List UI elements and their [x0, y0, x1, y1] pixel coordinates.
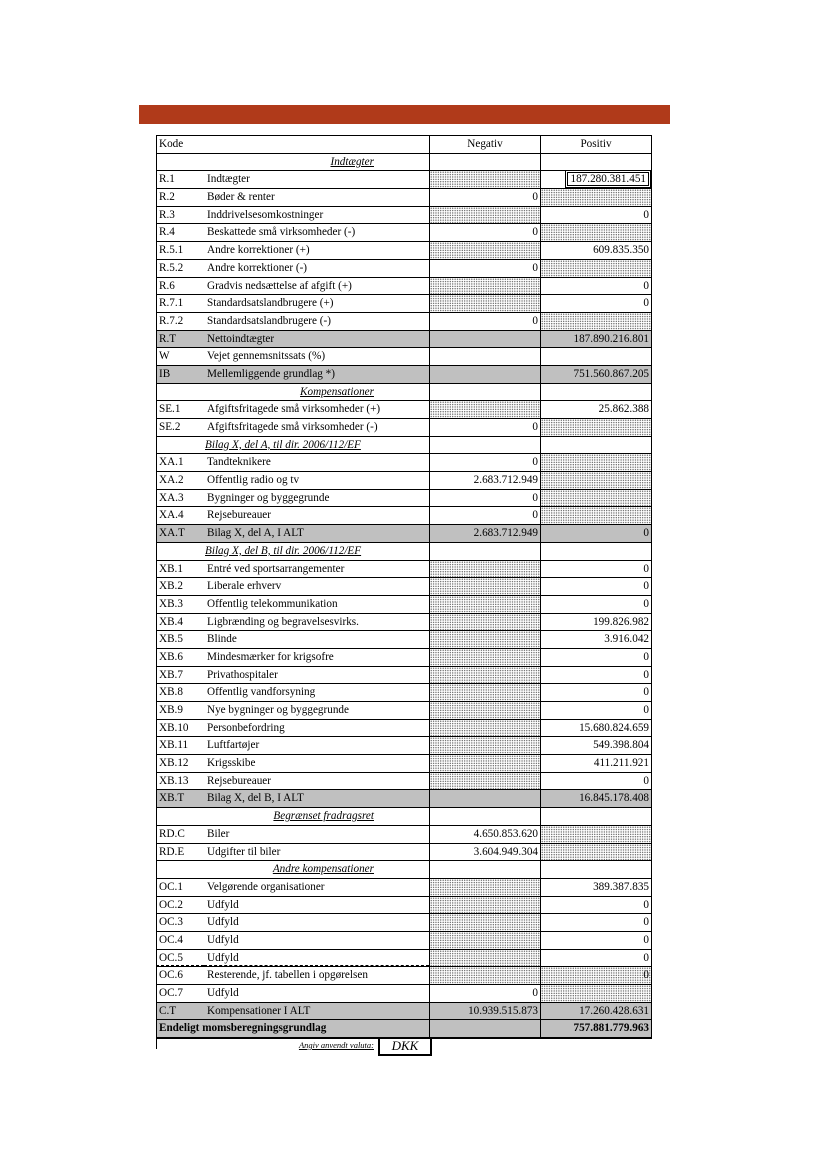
row-desc: Mindesmærker for krigsofre: [207, 650, 334, 663]
row-oc4: [156, 932, 652, 950]
row-code: R.T: [156, 331, 204, 348]
row-code: XA.T: [156, 525, 204, 542]
row-code: XA.3: [156, 490, 204, 507]
row-neg: [429, 331, 540, 348]
row-r3: [156, 207, 652, 225]
top-color-bar: [139, 105, 670, 124]
row-desc: Bygninger og byggegrunde: [207, 491, 330, 504]
row-r72: [156, 313, 652, 331]
section-title: Andre kompensationer: [272, 863, 374, 876]
row-pos: [540, 844, 652, 861]
currency-row: [156, 1039, 652, 1055]
row-xb13: [156, 773, 652, 791]
row-w: [156, 348, 652, 366]
row-desc[interactable]: Udfyld: [207, 987, 239, 999]
row-rde: [156, 844, 652, 862]
row-pos[interactable]: 25.862.388: [540, 401, 652, 418]
row-desc: Tandteknikere: [207, 456, 271, 469]
row-code: R.3: [156, 207, 204, 224]
row-code: C.T: [156, 1003, 204, 1020]
row-neg: [429, 171, 540, 188]
vat-base-table: [156, 135, 652, 1055]
row-desc: Bøder & renter: [207, 191, 275, 204]
row-neg: [429, 649, 540, 666]
row-xb1: [156, 561, 652, 579]
row-neg: [429, 596, 540, 613]
row-desc: Privathospitaler: [207, 668, 278, 681]
row-xb11: [156, 737, 652, 755]
row-oc2: [156, 897, 652, 915]
row-code: XB.7: [156, 667, 204, 684]
section-fradragsret: [156, 808, 652, 826]
row-xat-total: [156, 525, 652, 543]
row-code: XB.5: [156, 631, 204, 648]
row-xb8: [156, 684, 652, 702]
row-neg: 2.683.712.949: [429, 525, 540, 542]
row-oc5: [156, 950, 652, 968]
header-desc: [204, 136, 429, 153]
row-pos[interactable]: 0: [540, 649, 652, 666]
row-ct-total: [156, 1003, 652, 1021]
row-desc[interactable]: Udfyld: [207, 898, 239, 911]
row-rt-total: [156, 331, 652, 349]
row-code: OC.3: [156, 914, 204, 931]
row-pos[interactable]: 411.211.921: [540, 755, 652, 772]
row-code: OC.7: [156, 985, 204, 1002]
row-code: R.4: [156, 224, 204, 241]
row-pos[interactable]: 3.916.042: [540, 631, 652, 648]
row-neg[interactable]: 0: [429, 224, 540, 241]
row-neg: [429, 790, 540, 807]
row-pos[interactable]: 0: [540, 667, 652, 684]
row-desc: Standardsatslandbrugere (-): [207, 314, 331, 327]
row-desc: Rejsebureauer: [207, 774, 271, 787]
row-code: OC.5: [156, 950, 204, 967]
row-se1: [156, 401, 652, 419]
row-pos[interactable]: 0: [540, 278, 652, 295]
row-pos: [540, 260, 652, 277]
row-neg: [429, 401, 540, 418]
row-neg: [429, 702, 540, 719]
row-neg: [429, 684, 540, 701]
row-r71: [156, 295, 652, 313]
row-pos: [540, 419, 652, 436]
section-title: Begrænset fradragsret: [273, 810, 374, 823]
row-neg: [429, 667, 540, 684]
row-desc: Beskattede små virksomheder (-): [207, 226, 356, 239]
row-oc6: [156, 967, 652, 985]
row-r4: [156, 224, 652, 242]
row-code: R.5.1: [156, 242, 204, 259]
row-code: R.6: [156, 278, 204, 295]
row-r1: [156, 171, 652, 189]
row-pos: 17.260.428.631: [540, 1003, 652, 1020]
row-pos[interactable]: 389.387.835: [540, 879, 652, 896]
row-neg: [429, 773, 540, 790]
row-code: W: [156, 348, 204, 365]
row-neg: [429, 366, 540, 383]
row-code: RD.E: [156, 844, 204, 861]
row-r2: [156, 189, 652, 207]
row-desc: Resterende, jf. tabellen i opgørelsen: [207, 969, 368, 982]
row-oc7: [156, 985, 652, 1003]
row-neg: [429, 348, 540, 365]
row-pos[interactable]: 0: [540, 295, 652, 312]
row-xa2: [156, 472, 652, 490]
row-code: OC.1: [156, 879, 204, 896]
row-desc: Bilag X, del B, I ALT: [207, 792, 304, 805]
row-neg[interactable]: 2.683.712.949: [429, 472, 540, 489]
row-code: R.2: [156, 189, 204, 206]
row-pos: 0: [540, 525, 652, 542]
row-code: R.1: [156, 171, 204, 188]
row-desc: Personbefordring: [207, 721, 285, 734]
row-xb3: [156, 596, 652, 614]
row-code: OC.4: [156, 932, 204, 949]
row-desc: Liberale erhverv: [207, 580, 282, 593]
row-neg: [429, 295, 540, 312]
row-neg: [429, 207, 540, 224]
row-code: OC.2: [156, 897, 204, 914]
row-neg: 10.939.515.873: [429, 1003, 540, 1020]
row-pos[interactable]: 0: [540, 773, 652, 790]
row-xb6: [156, 649, 652, 667]
row-desc: Blinde: [207, 633, 237, 646]
row-code: XB.12: [156, 755, 204, 772]
row-code: XB.4: [156, 614, 204, 631]
row-xbt-total: [156, 790, 652, 808]
row-desc: Luftfartøjer: [207, 739, 260, 752]
header-negative: Negativ: [429, 136, 540, 153]
row-pos: [540, 454, 652, 471]
row-desc: Velgørende organisationer: [207, 880, 325, 893]
section-andre: [156, 861, 652, 879]
row-rdc: [156, 826, 652, 844]
row-ib-total: [156, 366, 652, 384]
row-r52: [156, 260, 652, 278]
row-desc: Afgiftsfritagede små virksomheder (-): [207, 421, 378, 433]
row-code: XB.11: [156, 737, 204, 754]
row-pos[interactable]: 0: [540, 914, 652, 931]
section-title: Kompensationer: [300, 385, 374, 398]
row-xb5: [156, 631, 652, 649]
row-code: OC.6: [156, 967, 204, 984]
row-neg: [429, 932, 540, 949]
row-code: XB.9: [156, 702, 204, 719]
row-neg[interactable]: 0: [429, 454, 540, 471]
row-neg[interactable]: 0: [429, 189, 540, 206]
row-desc: Offentlig radio og tv: [207, 474, 300, 487]
row-code: XB.6: [156, 649, 204, 666]
table-header: [156, 135, 652, 154]
row-xb7: [156, 667, 652, 685]
row-code: XA.4: [156, 507, 204, 524]
row-xb4: [156, 614, 652, 632]
row-neg: [429, 614, 540, 631]
row-code: SE.2: [156, 419, 204, 436]
row-neg[interactable]: 0: [429, 260, 540, 277]
row-desc[interactable]: Udfyld: [204, 950, 429, 967]
row-neg: [429, 737, 540, 754]
row-desc: Offentlig vandforsyning: [207, 686, 316, 699]
row-neg: [429, 578, 540, 595]
row-code: XB.1: [156, 561, 204, 578]
row-xb9: [156, 702, 652, 720]
row-pos[interactable]: 0: [540, 684, 652, 701]
row-code: RD.C: [156, 826, 204, 843]
row-pos[interactable]: [540, 171, 652, 188]
row-pos: [540, 189, 652, 206]
row-pos[interactable]: 0: [540, 950, 652, 967]
row-pos[interactable]: 0: [540, 702, 652, 719]
row-desc: Gradvis nedsættelse af afgift (+): [207, 279, 352, 292]
row-neg[interactable]: 0: [429, 985, 540, 1002]
row-pos: 16.845.178.408: [540, 790, 652, 807]
row-pos[interactable]: 199.826.982: [540, 614, 652, 631]
row-pos: [540, 507, 652, 524]
row-desc: Standardsatslandbrugere (+): [207, 297, 334, 310]
row-code: XA.1: [156, 454, 204, 471]
row-neg[interactable]: 4.650.853.620: [429, 826, 540, 843]
row-neg[interactable]: 0: [429, 490, 540, 507]
row-code: XB.3: [156, 596, 204, 613]
row-code: XB.8: [156, 684, 204, 701]
row-xb10: [156, 720, 652, 738]
section-indtaegter: [156, 154, 652, 172]
row-pos: [540, 313, 652, 330]
header-positive: Positiv: [540, 136, 652, 153]
row-pos[interactable]: 609.835.350: [540, 242, 652, 259]
row-xa3: [156, 490, 652, 508]
row-r6: [156, 278, 652, 296]
section-bilag-a: [156, 437, 652, 455]
row-code: IB: [156, 366, 204, 383]
row-desc: Kompensationer I ALT: [207, 1004, 311, 1017]
row-xa1: [156, 454, 652, 472]
row-neg: [429, 720, 540, 737]
row-desc: Udgifter til biler: [207, 845, 281, 858]
row-neg: [429, 278, 540, 295]
section-title: Indtægter: [330, 155, 374, 168]
row-desc: Inddrivelsesomkostninger: [207, 208, 324, 221]
row-pos[interactable]: 0: [540, 932, 652, 949]
row-neg: [429, 897, 540, 914]
row-se2: [156, 419, 652, 437]
row-code: R.7.2: [156, 313, 204, 330]
row-code: XB.2: [156, 578, 204, 595]
row-desc[interactable]: Udfyld: [207, 916, 239, 929]
row-code: XB.10: [156, 720, 204, 737]
row-pos: 187.890.216.801: [540, 331, 652, 348]
row-neg: [429, 631, 540, 648]
row-neg[interactable]: 3.604.949.304: [429, 844, 540, 861]
row-pos: [540, 985, 652, 1002]
section-title: Bilag X, del A, til dir. 2006/112/EF: [205, 438, 361, 451]
row-pos[interactable]: 0: [540, 578, 652, 595]
row-pos: [540, 490, 652, 507]
row-desc: Afgiftsfritagede små virksomheder (+): [207, 403, 381, 416]
row-desc: Indtægter: [207, 173, 250, 186]
row-pos[interactable]: 0: [540, 596, 652, 613]
row-neg: [429, 242, 540, 259]
row-pos[interactable]: 0: [540, 561, 652, 578]
header-code: Kode: [156, 136, 204, 153]
row-neg[interactable]: 0: [429, 507, 540, 524]
row-desc: Nye bygninger og byggegrunde: [207, 704, 349, 716]
row-code: XB.T: [156, 790, 204, 807]
row-pos[interactable]: 549.398.804: [540, 737, 652, 754]
row-desc: Entré ved sportsarrangementer: [207, 562, 345, 575]
row-pos[interactable]: 0: [540, 897, 652, 914]
row-code: XA.2: [156, 472, 204, 489]
row-oc3: [156, 914, 652, 932]
row-desc: Andre korrektioner (+): [207, 244, 310, 257]
row-pos: [540, 826, 652, 843]
row-desc: Krigsskibe: [207, 757, 256, 770]
row-neg: [429, 967, 540, 984]
row-desc: Nettoindtægter: [207, 332, 275, 345]
row-r51: [156, 242, 652, 260]
row-pos[interactable]: 0: [540, 207, 652, 224]
row-pos[interactable]: 0: [540, 967, 652, 984]
row-xb2: [156, 578, 652, 596]
row-neg: [429, 755, 540, 772]
row-pos[interactable]: 15.680.824.659: [540, 720, 652, 737]
row-desc: Offentlig telekommunikation: [207, 597, 338, 610]
row-desc[interactable]: Udfyld: [207, 933, 239, 946]
row-xa4: [156, 507, 652, 525]
row-pos-value: 187.280.381.451: [567, 172, 649, 186]
row-neg[interactable]: 0: [429, 419, 540, 436]
row-xb12: [156, 755, 652, 773]
row-desc: Ligbrænding og begravelsesvirks.: [207, 615, 359, 628]
section-kompensationer: [156, 384, 652, 402]
row-code: R.7.1: [156, 295, 204, 312]
row-neg: [429, 914, 540, 931]
row-desc: Biler: [207, 827, 230, 840]
row-desc: Mellemliggende grundlag *): [207, 367, 336, 380]
final-value: 757.881.779.963: [540, 1020, 652, 1037]
final-label: Endeligt momsberegningsgrundlag: [156, 1020, 429, 1037]
row-neg[interactable]: 0: [429, 313, 540, 330]
currency-input[interactable]: DKK: [378, 1039, 432, 1056]
row-pos: [540, 224, 652, 241]
row-final-total: [156, 1020, 652, 1039]
row-pos: 751.560.867.205: [540, 366, 652, 383]
currency-label: Angiv anvendt valuta:: [298, 1040, 374, 1051]
row-pos: [540, 348, 652, 365]
row-neg: [429, 561, 540, 578]
row-desc: Bilag X, del A, I ALT: [207, 527, 304, 540]
row-oc1: [156, 879, 652, 897]
row-desc: Rejsebureauer: [207, 509, 271, 522]
row-pos: [540, 472, 652, 489]
row-desc: Andre korrektioner (-): [207, 261, 308, 274]
row-code: R.5.2: [156, 260, 204, 277]
section-bilag-b: [156, 543, 652, 561]
row-code: XB.13: [156, 773, 204, 790]
row-desc: Vejet gennemsnitssats (%): [207, 350, 326, 363]
row-neg: [429, 950, 540, 967]
row-neg: [429, 879, 540, 896]
section-title: Bilag X, del B, til dir. 2006/112/EF: [205, 544, 362, 557]
row-code: SE.1: [156, 401, 204, 418]
